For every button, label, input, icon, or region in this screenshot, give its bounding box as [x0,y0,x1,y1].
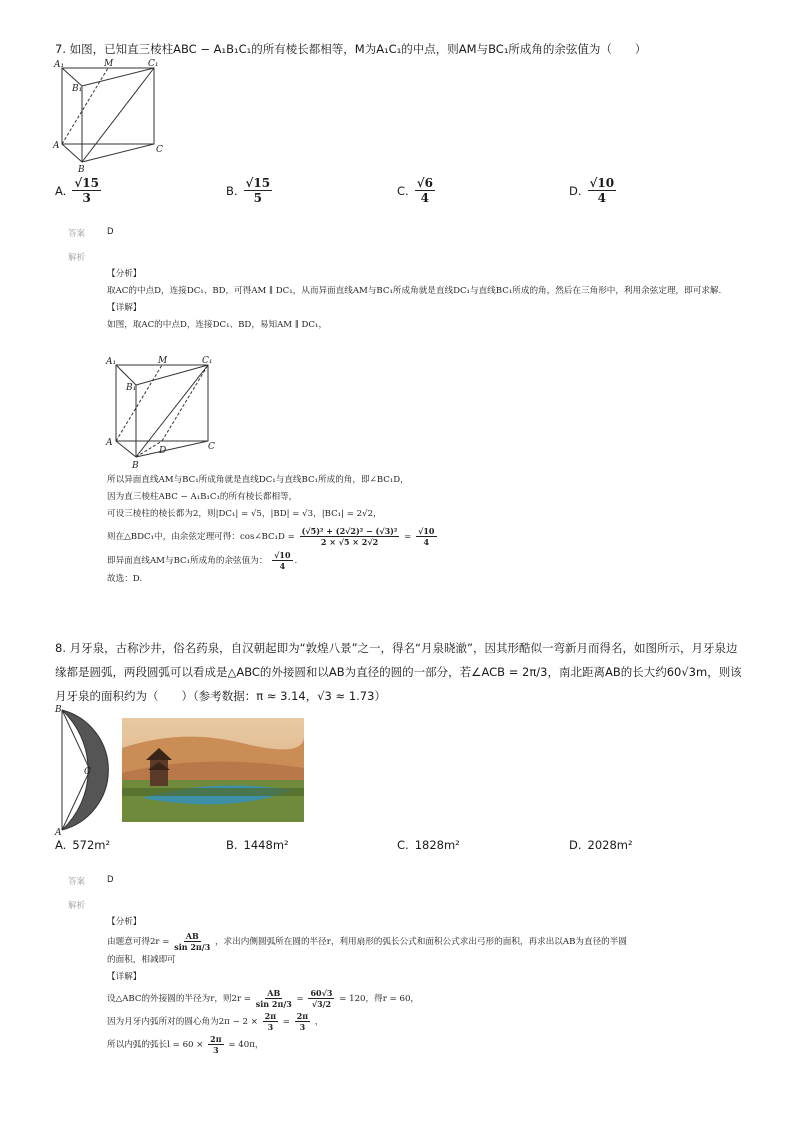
q8-question-text: 8. 月牙泉，古称沙井，俗名药泉，自汉朝起即为“敦煌八景”之一，得名“月泉晓澈”，因其形酷似一弯新月而得名，如图所示，月牙泉边缘都是圆弧，两段圆弧可以看成是△ABC的外接圆和以AB为直径的圆的一部分，若∠ACB = 2π/3，南北距离AB的长大约60√3m，则该月牙泉的面积约为（ ）（参考数据：π ≈ 3.14，√3 ≈ 1.73） [55,641,742,703]
q7-prism-figure [50,58,170,176]
label-b: B [132,461,139,471]
label-m: M [158,356,168,366]
edge-a1b1 [116,365,136,385]
segment-dc1 [162,365,208,441]
edge-bc [82,144,154,162]
q8-option-b[interactable] [226,838,289,852]
segment-am [62,68,108,144]
q7-solution [107,266,727,334]
q8-option-d[interactable] [569,838,633,852]
option-value: 1448m² [243,838,289,852]
fenxi-title: 【分析】 [107,269,142,279]
solution-line: 可设三棱柱的棱长都为2，则|DC₁| = √5，|BD| = √3，|BC₁| = 2√2， [107,509,382,519]
option-fraction: $\frac{√6}{4}$ [416,176,433,205]
label-c: C [208,442,215,452]
q7-option-c[interactable] [397,176,435,205]
label-a: A [53,141,60,151]
solution-line: 因为直三棱柱ABC − A₁B₁C₁的所有棱长都相等， [107,492,298,502]
q8-crescent-figure [52,704,124,836]
label-b1: B₁ [126,383,137,393]
label-a: A [106,438,113,448]
solution-line: 故选：D. [107,574,143,584]
solution-line: 的面积，相减即可 [107,955,176,965]
label-m: M [104,59,114,69]
option-letter: D. [569,183,582,198]
option-value: 2028m² [587,838,633,852]
solution-line: 因为月牙内弧所对的圆心角为2π − 2 × $\frac{2\pi}{3}$ = $\frac{2\pi}{3}$ ， [107,1011,324,1032]
solution-line: 即异面直线AM与BC₁所成角的余弦值为： $\frac{√10}{4}$ . [107,550,298,571]
q8-answer-label: 答案 [68,877,86,887]
label-b: B [55,705,62,715]
xiangjie-title: 【详解】 [107,972,142,982]
q7-question-text: 7. 如图，已知直三棱柱ABC − A₁B₁C₁的所有棱长都相等，M为A₁C₁的中点，则AM与BC₁所成角的余弦值为（ ） [55,42,647,56]
cosine-fraction: $\frac{\text{(√5)² + (2√2)² − (√3)²}}{2 \times √5 \times 2√2}$ [301,526,398,547]
label-b: B [78,165,85,175]
q8-analysis-label: 解析 [68,901,86,911]
segment-am [116,365,162,441]
option-value: 1828m² [414,838,460,852]
crescent-spring-photo [122,718,304,822]
label-b1: B₁ [72,84,83,94]
option-fraction: $\frac{√10}{4}$ [589,176,615,205]
label-a: A [55,828,62,836]
option-letter: B. [226,838,238,852]
fenxi-text: 取AC的中点D，连接DC₁、BD，可得AM ∥ DC₁，从而异面直线AM与BC₁所成角就是直线DC₁与直线BC₁所成的角，然后在三角形中，利用余弦定理，即可求解. [107,286,722,296]
option-letter: A. [55,183,67,198]
solution-line: 设△ABC的外接圆的半径为r，则2r = $\frac{AB}{\sin 2\pi/3}$ = $\frac{60√3}{√3/2}$ = 120，得r = 60， [107,988,420,1009]
q7-option-a[interactable] [55,176,101,205]
option-letter: C. [397,838,409,852]
prism-outline [116,365,208,441]
label-a1: A₁ [106,357,117,367]
q8-option-a[interactable] [55,838,110,852]
segment-bc1 [82,68,154,162]
label-c1: C₁ [202,356,213,366]
label-c: C [156,145,163,155]
edge-b1c1 [82,68,154,86]
q8-option-c[interactable] [397,838,460,852]
edge-ab [116,441,136,457]
option-letter: C. [397,183,409,198]
xiangjie-title: 【详解】 [107,303,142,313]
edge-b1c1 [136,365,208,385]
label-c1: C₁ [148,59,159,69]
option-letter: A. [55,838,67,852]
cosine-result: $\frac{√10}{4}$ [418,526,435,547]
q7-prism-figure-with-d [102,355,222,473]
solution-line: 所以异面直线AM与BC₁所成角就是直线DC₁与直线BC₁所成的角，即∠BC₁D， [107,475,409,485]
q7-option-b[interactable] [226,176,272,205]
label-a1: A₁ [54,60,65,70]
q7-solution-cont [107,472,727,588]
label-c: C [84,767,91,777]
solution-line: 如图，取AC的中点D，连接DC₁、BD，易知AM ∥ DC₁， [107,320,328,330]
option-value: 572m² [72,838,111,852]
option-fraction: $\frac{√15}{3}$ [74,176,99,205]
q7-answer-label: 答案 [68,229,86,239]
fenxi-title: 【分析】 [107,917,142,927]
q7-answer-value: D [107,227,114,237]
label-d: D [159,446,167,456]
solution-line: 由题意可得2r = $\frac{AB}{\sin 2\pi/3}$ ，求出内侧圆弧所在圆的半径r，利用扇形的弧长公式和面积公式求出弓形的面积，再求出以AB为直径的半圆 [107,931,627,952]
q7-analysis-label: 解析 [68,253,86,263]
option-letter: D. [569,838,582,852]
option-letter: B. [226,183,238,198]
solution-line: 则在△BDC₁中，由余弦定理可得：cos∠BC₁D = $\frac{\text{(√5)² + (2√2)² − (√3)²}}{2 \times √5 \times 2√2}$ = $\frac{√10}{4}$ [107,526,435,547]
solution-line: 所以内弧的弧长l = 60 × $\frac{2\pi}{3}$ = 40π， [107,1034,264,1055]
q8-solution [107,914,737,1055]
q7-option-d[interactable] [569,176,616,205]
q8-answer-value: D [107,875,114,885]
option-fraction: $\frac{√15}{5}$ [245,176,271,205]
edge-ab [62,144,82,162]
